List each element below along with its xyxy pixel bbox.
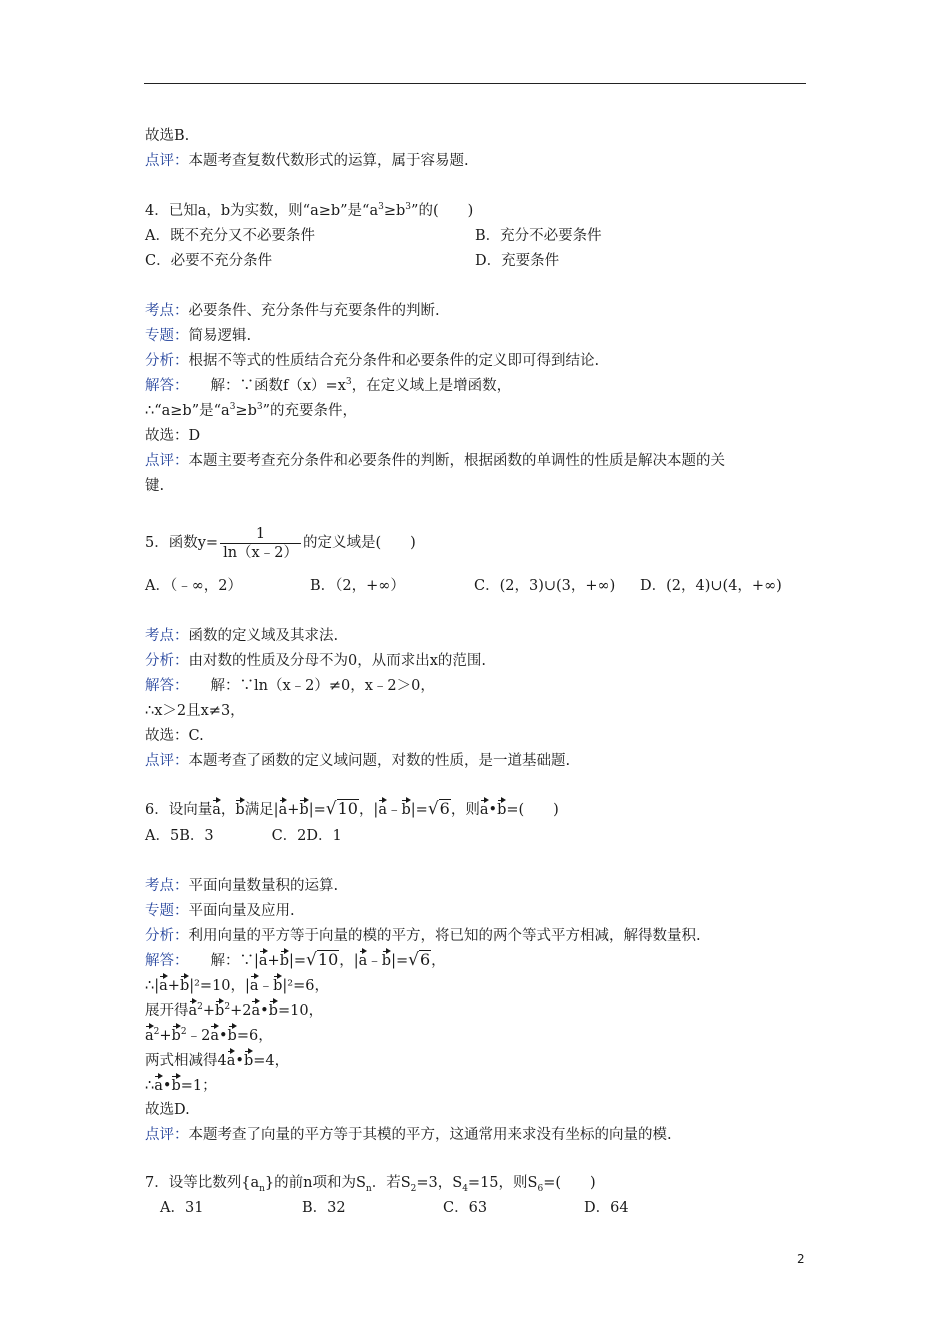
- q5-stem: 5．函数y= $\frac{1}{\ln(x﹣2)}$ 的定义域是( ): [145, 525, 416, 561]
- q4-option-b: B．充分不必要条件: [475, 228, 602, 244]
- q7-option-b: B．32: [302, 1200, 346, 1216]
- q4-comment: 点评：本题主要考查充分条件和必要条件的判断，根据函数的单调性的性质是解决本题的关: [145, 453, 725, 469]
- q6-fenxi: 分析：利用向量的平方等于向量的模的平方，将已知的两个等式平方相减，解得数量积.: [145, 928, 701, 944]
- q6-jieda-1: 解答： 解：∵|a+b|=√10，|a﹣b|=√6，: [145, 950, 446, 970]
- q5-fenxi: 分析：由对数的性质及分母不为0，从而求出x的范围.: [145, 653, 487, 669]
- q6-comment: 点评：本题考查了向量的平方等于其模的平方，这通常用来求没有坐标的向量的模.: [145, 1127, 672, 1143]
- q6-jieda-6: ∴a•b=1；: [145, 1073, 217, 1098]
- p3-conclusion: 故选B.: [145, 128, 190, 144]
- q4-jieda-1: 解答： 解：∵函数$f(x)=x^3$，在定义域上是增函数，: [145, 377, 512, 394]
- page-number: 2: [797, 1252, 805, 1266]
- q6-jieda-5: 两式相减得4a•b=4，: [145, 1048, 289, 1073]
- q5-option-d: D．(2，4)∪(4，+∞): [640, 578, 782, 594]
- q4-option-a: A．既不充分又不必要条件: [145, 228, 315, 244]
- q6-options: A．5B．3 C．2D．1: [145, 828, 342, 844]
- q7-stem: 7．设等比数列$\{a_n\}$的前n项和为$S_n$．若$S_2=3$，$S_4=15$，则$S_6=$( ): [145, 1175, 596, 1194]
- q6-jieda-2: ∴|a+b|²=10，|a﹣b|²=6，: [145, 973, 329, 998]
- q4-stem: 4．已知a，b为实数，则“a≥b”是“$a^3\ge b^3$”的( ): [145, 202, 474, 219]
- q7-option-c: C．63: [443, 1200, 488, 1216]
- q5-option-a: A．（﹣∞，2）: [145, 578, 243, 594]
- q6-jieda-3: 展开得$a^2+b^2+2a•b=10$，: [145, 998, 323, 1023]
- q7-option-a: A．31: [160, 1200, 204, 1216]
- q4-fenxi: 分析：根据不等式的性质结合充分条件和必要条件的定义即可得到结论.: [145, 353, 600, 369]
- q7-option-d: D．64: [584, 1200, 629, 1216]
- q6-kaodian: 考点：平面向量数量积的运算.: [145, 878, 339, 894]
- q4-conclusion: 故选：D: [145, 428, 201, 444]
- q5-jieda-2: ∴x＞2且x≠3，: [145, 703, 245, 719]
- header-rule: [144, 83, 806, 84]
- q4-kaodian: 考点：必要条件、充分条件与充要条件的判断.: [145, 303, 440, 319]
- q5-jieda-1: 解答： 解：∵ln（x﹣2）≠0，x﹣2＞0，: [145, 678, 435, 694]
- q4-jieda-2: ∴“a≥b”是“$a^3\ge b^3$”的充要条件，: [145, 402, 358, 419]
- q5-option-c: C．(2，3)∪(3，+∞): [474, 578, 616, 594]
- q4-option-c: C．必要不充分条件: [145, 253, 273, 269]
- q6-conclusion: 故选D.: [145, 1102, 190, 1118]
- q6-zhuanti: 专题：平面向量及应用.: [145, 903, 295, 919]
- q5-fraction: $\frac{1}{\ln(x﹣2)}$: [220, 525, 301, 562]
- q5-option-b: B．（2，+∞）: [310, 578, 405, 594]
- q4-option-d: D．充要条件: [475, 253, 560, 269]
- q4-zhuanti: 专题：简易逻辑.: [145, 328, 252, 344]
- q6-stem: 6．设向量a，b满足|a+b|=√10，|a﹣b|=√6，则a•b=( ): [145, 799, 559, 819]
- q6-jieda-4: $a^2+b^2﹣2a•b=6$，: [145, 1023, 273, 1048]
- q4-comment-cont: 键.: [145, 478, 165, 494]
- q5-conclusion: 故选：C.: [145, 728, 204, 744]
- p3-comment: 点评：本题考查复数代数形式的运算，属于容易题.: [145, 153, 469, 169]
- q5-comment: 点评：本题考查了函数的定义域问题，对数的性质，是一道基础题.: [145, 753, 571, 769]
- q5-kaodian: 考点：函数的定义域及其求法.: [145, 628, 339, 644]
